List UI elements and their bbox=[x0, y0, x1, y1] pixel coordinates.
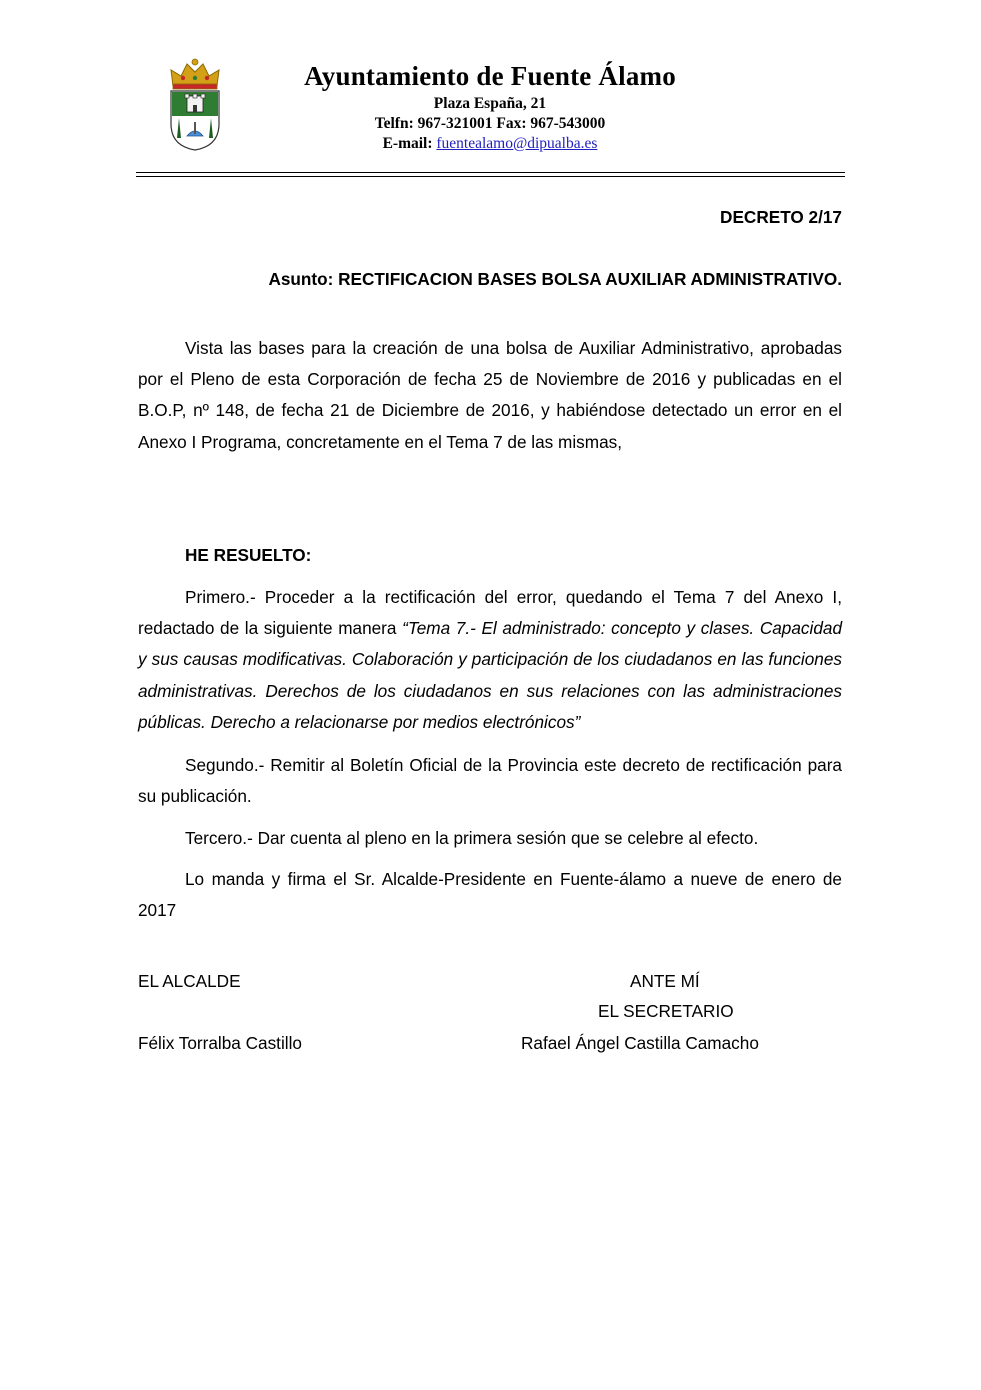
resolution-second: Segundo.- Remitir al Boletín Oficial de la Provincia este decreto de rectificación para su publicación. bbox=[138, 755, 842, 807]
before-me-label: ANTE MÍ bbox=[630, 971, 700, 991]
secretary-name: Rafael Ángel Castilla Camacho bbox=[521, 1033, 759, 1053]
subject-text: RECTIFICACION BASES BOLSA AUXILIAR ADMINISTRATIVO. bbox=[338, 269, 842, 289]
decree-number: DECRETO 2/17 bbox=[720, 207, 842, 227]
email-label: E-mail: bbox=[382, 135, 433, 152]
closing-paragraph: Lo manda y firma el Sr. Alcalde-Presidente en Fuente-álamo a nueve de enero de 2017 bbox=[138, 869, 842, 921]
coat-of-arms-logo bbox=[163, 56, 227, 152]
council-name: Ayuntamiento de Fuente Álamo bbox=[304, 61, 676, 91]
mayor-title: EL ALCALDE bbox=[138, 971, 241, 991]
council-phone-fax: Telfn: 967-321001 Fax: 967-543000 bbox=[374, 115, 606, 132]
resolution-first-lead: Primero.- Proceder a la rectificación del error, quedando el Tema 7 del Anexo I, redactado de la siguiente manera bbox=[138, 587, 842, 639]
council-email-line bbox=[240, 134, 740, 154]
resolution-third: Tercero.- Dar cuenta al pleno en la primera sesión que se celebre al efecto. bbox=[185, 828, 759, 848]
header-divider-top bbox=[136, 172, 845, 173]
resolution-first-quote: “Tema 7.- El administrado: concepto y clases. Capacidad y sus causas modificativas. Colaboración y participación de los ciudadanos en las funciones administrativas. Derechos de los ciudadanos en sus relaciones con las administraciones públicas. Derecho a relacionarse por medios electrónicos” bbox=[138, 618, 842, 732]
secretary-title: EL SECRETARIO bbox=[598, 1001, 734, 1021]
resolution-first bbox=[138, 582, 842, 738]
email-link[interactable]: fuentealamo@dipualba.es bbox=[436, 135, 598, 152]
intro-paragraph: Vista las bases para la creación de una bolsa de Auxiliar Administrativo, aprobadas por el Pleno de esta Corporación de fecha 25 de Noviembre de 2016 y publicadas en el B.O.P, nº 148, de fecha 21 de Diciembre de 2016, y habiéndose detectado un error en el Anexo I Programa, concretamente en el Tema 7 de las mismas, bbox=[138, 338, 842, 452]
header-divider-bottom bbox=[136, 176, 845, 177]
letterhead bbox=[240, 58, 740, 154]
council-address: Plaza España, 21 bbox=[433, 95, 547, 112]
subject-line bbox=[268, 269, 842, 290]
subject-label: Asunto: bbox=[268, 269, 334, 289]
resolved-heading: HE RESUELTO: bbox=[185, 545, 312, 565]
mayor-name: Félix Torralba Castillo bbox=[138, 1033, 302, 1053]
